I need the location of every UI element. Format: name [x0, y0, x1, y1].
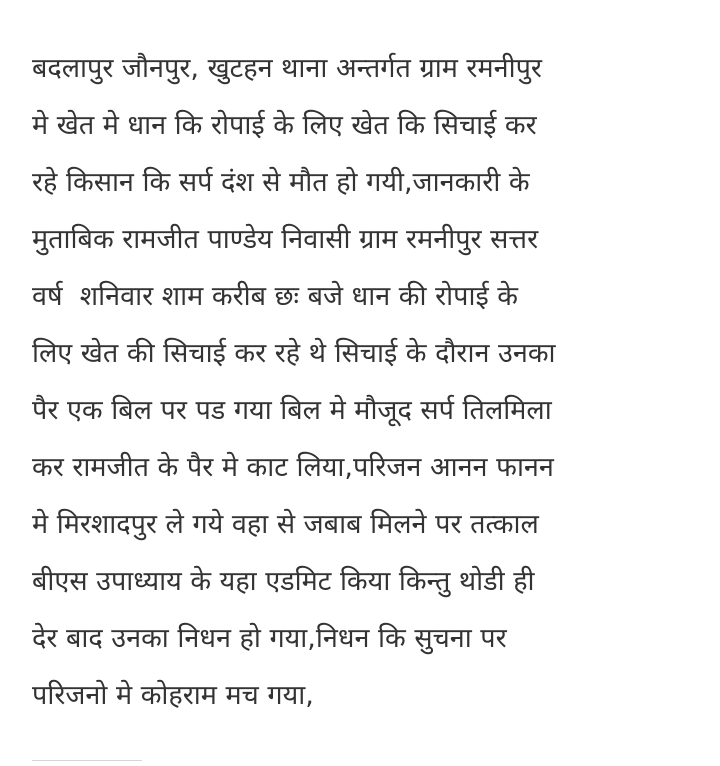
- section-divider: [32, 760, 142, 761]
- article-line-8: कर रामजीत के पैर मे काट लिया,परिजन आनन फानन: [32, 452, 554, 483]
- article-line-2: मे खेत मे धान कि रोपाई के लिए खेत कि सिचाई कर: [32, 110, 537, 141]
- article-body: [32, 40, 702, 724]
- article-line-9: मे मिरशादपुर ले गये वहा से जबाब मिलने पर तत्काल: [32, 509, 539, 540]
- article-line-1: बदलापुर जौनपुर, खुटहन थाना अन्तर्गत ग्राम रमनीपुर: [32, 53, 542, 84]
- article-line-5: वर्ष शनिवार शाम करीब छः बजे धान की रोपाई के: [32, 281, 519, 312]
- article-line-6: लिए खेत की सिचाई कर रहे थे सिचाई के दौरान उनका: [32, 338, 556, 369]
- article-line-4: मुताबिक रामजीत पाण्डेय निवासी ग्राम रमनीपुर सत्तर: [32, 224, 539, 255]
- article-line-7: पैर एक बिल पर पड गया बिल मे मौजूद सर्प तिलमिला: [32, 395, 552, 426]
- article-line-11: देर बाद उनका निधन हो गया,निधन कि सुचना पर: [32, 623, 507, 654]
- article-line-12: परिजनो मे कोहराम मच गया,: [32, 680, 314, 711]
- article-line-10: बीएस उपाध्याय के यहा एडमिट किया किन्तु थोडी ही: [32, 566, 535, 597]
- article-line-3: रहे किसान कि सर्प दंश से मौत हो गयी,जानकारी के: [32, 167, 530, 198]
